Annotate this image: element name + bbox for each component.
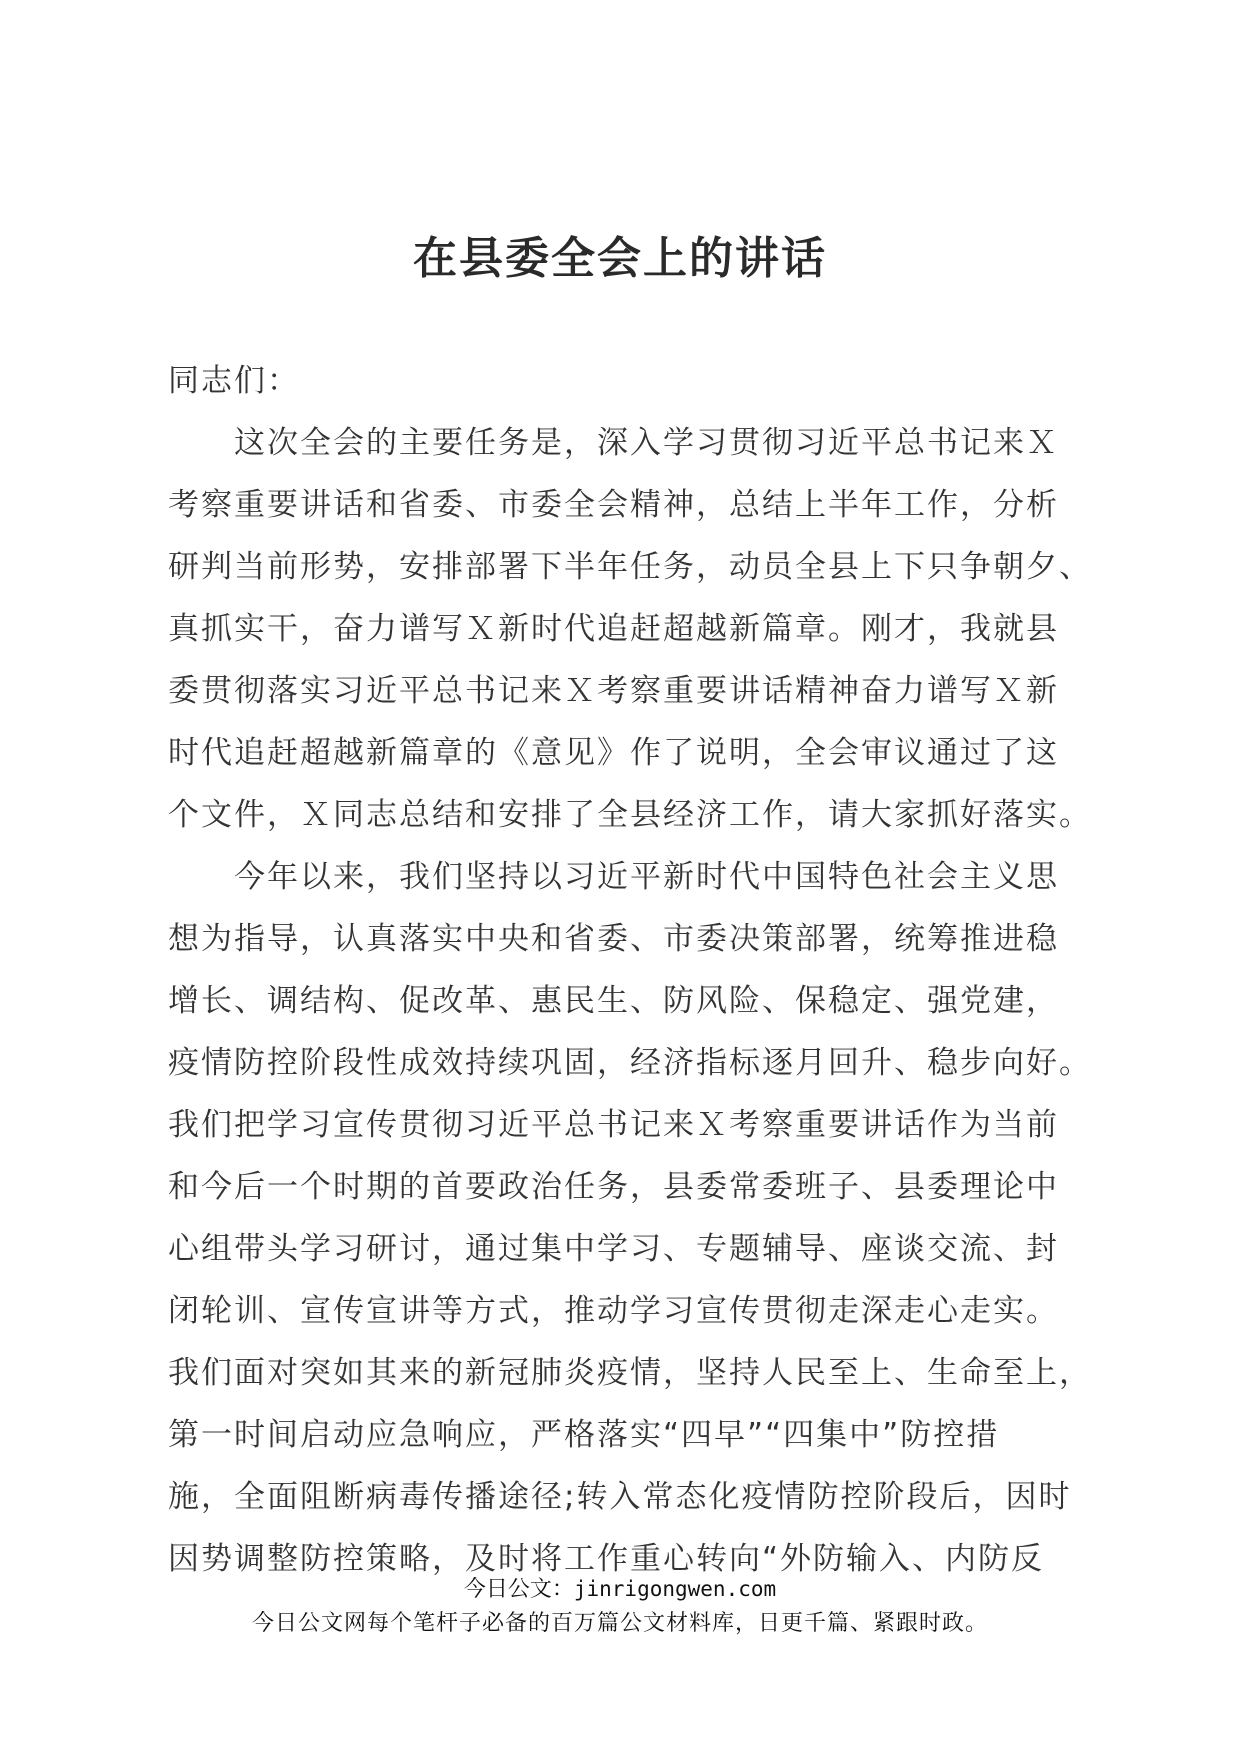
- body-line: 今年以来，我们坚持以习近平新时代中国特色社会主义思: [168, 859, 1059, 895]
- body-line: 个文件，Ｘ同志总结和安排了全县经济工作，请大家抓好落实。: [168, 797, 1092, 833]
- footer-slogan: 今日公文网每个笔杆子必备的百万篇公文材料库，日更千篇、紧跟时政。: [251, 1611, 988, 1636]
- document-title: 在县委全会上的讲话: [413, 233, 827, 284]
- body-line: 委贯彻落实习近平总书记来Ｘ考察重要讲话精神奋力谱写Ｘ新: [168, 673, 1059, 709]
- body-line: 第一时间启动应急响应，严格落实“四早”“四集中”防控措: [168, 1417, 1000, 1453]
- body-line: 想为指导，认真落实中央和省委、市委决策部署，统筹推进稳: [168, 921, 1059, 957]
- footer-source: [0, 1572, 1240, 1607]
- body-line: 时代追赶超越新篇章的《意见》作了说明，全会审议通过了这: [168, 735, 1059, 771]
- body-line: 因势调整防控策略，及时将工作重心转向“外防输入、内防反: [168, 1541, 1045, 1577]
- footer-source-label: 今日公文：: [463, 1577, 574, 1602]
- body-line: 施，全面阻断病毒传播途径;转入常态化疫情防控阶段后，因时: [168, 1479, 1072, 1515]
- body-line: 和今后一个时期的首要政治任务，县委常委班子、县委理论中: [168, 1169, 1059, 1205]
- body-line: 心组带头学习研讨，通过集中学习、专题辅导、座谈交流、封: [168, 1231, 1059, 1267]
- body-line: 增长、调结构、促改革、惠民生、防风险、保稳定、强党建，: [168, 983, 1059, 1019]
- footer-source-link[interactable]: jinrigongwen.com: [573, 1577, 777, 1601]
- salutation-line: 同志们：: [168, 363, 300, 399]
- body-line: 我们面对突如其来的新冠肺炎疫情，坚持人民至上、生命至上，: [168, 1355, 1092, 1391]
- body-line: 真抓实干，奋力谱写Ｘ新时代追赶超越新篇章。刚才，我就县: [168, 611, 1059, 647]
- body-line: 考察重要讲话和省委、市委全会精神，总结上半年工作，分析: [168, 487, 1059, 523]
- page-footer: [0, 1572, 1240, 1641]
- body-line: 这次全会的主要任务是，深入学习贯彻习近平总书记来Ｘ: [168, 425, 1059, 461]
- body-line: 我们把学习宣传贯彻习近平总书记来Ｘ考察重要讲话作为当前: [168, 1107, 1059, 1143]
- document-body: [168, 350, 1092, 1590]
- body-line: 闭轮训、宣传宣讲等方式，推动学习宣传贯彻走深走心走实。: [168, 1293, 1059, 1329]
- body-line: 疫情防控阶段性成效持续巩固，经济指标逐月回升、稳步向好。: [168, 1045, 1092, 1081]
- body-line: 研判当前形势，安排部署下半年任务，动员全县上下只争朝夕、: [168, 549, 1092, 585]
